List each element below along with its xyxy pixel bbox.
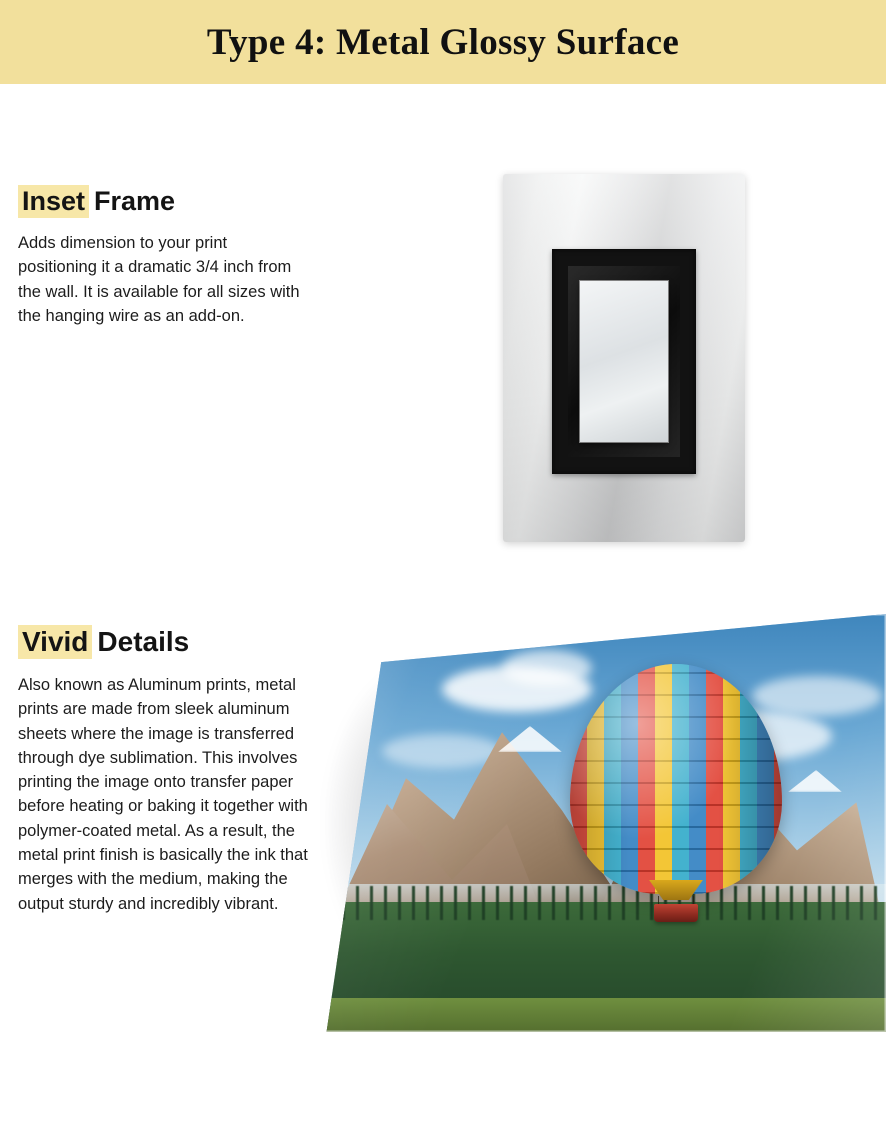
section-inset-frame-body: Adds dimension to your print positioning it a dramatic 3/4 inch from the wall. It is available for all sizes with the hanging wire as an add-on.	[18, 234, 300, 325]
hot-air-balloon-shape	[570, 664, 782, 922]
page-header-banner	[0, 0, 886, 84]
cloud-shape	[382, 734, 502, 768]
balloon-basket-shape	[654, 904, 698, 922]
heading-rest-word: Frame	[94, 186, 176, 216]
metal-print-photo	[322, 614, 886, 1032]
page-title: Type 4: Metal Glossy Surface	[206, 21, 680, 63]
heading-highlight-word: Vivid	[18, 625, 92, 659]
heading-highlight-word: Inset	[18, 185, 89, 218]
balloon-envelope-shape	[570, 664, 782, 894]
print-plate-shape	[322, 614, 886, 1032]
heading-rest-word: Details	[97, 626, 190, 657]
inset-print-surface-shape	[580, 281, 668, 442]
section-vivid-details-heading	[18, 626, 338, 658]
inset-black-frame-shape	[552, 249, 696, 474]
section-vivid-details-body: Also known as Aluminum prints, metal prints are made from sleek aluminum sheets where the image is transferred through dye sublimation. This involves printing the image onto transfer paper before heating or baking it together with polymer-coated metal. As a result, the metal print finish is basically the ink that merges with the medium, making the output sturdy and incredibly vibrant.	[18, 676, 308, 913]
section-vivid-details	[18, 626, 338, 916]
meadow-shape	[322, 998, 886, 1032]
section-inset-frame-heading	[18, 186, 328, 217]
section-inset-frame	[18, 186, 328, 328]
inset-frame-photo	[503, 174, 745, 542]
